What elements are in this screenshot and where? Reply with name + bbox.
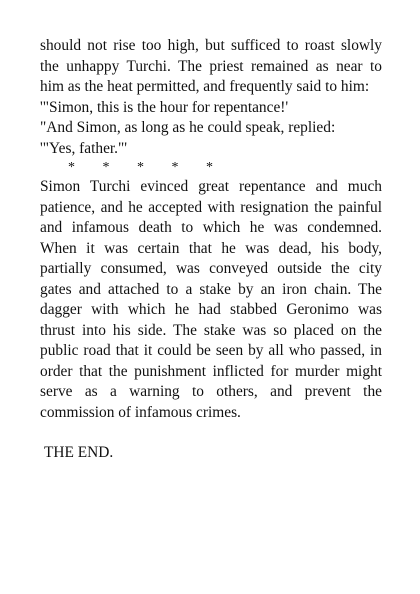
text-line: Simon Turchi evinced great repentance and much xyxy=(40,178,382,195)
text-line: patience, and he accepted with resignation the painful xyxy=(40,198,382,216)
star: * xyxy=(137,160,144,175)
text-line: public road that it could be seen by all who passed, in xyxy=(40,342,382,359)
text-line: the unhappy Turchi. The priest remained as near to xyxy=(40,57,382,75)
paragraph-2 xyxy=(40,177,382,423)
blank-line xyxy=(40,423,382,443)
the-end-heading: THE END. xyxy=(44,444,114,461)
star: * xyxy=(171,160,179,175)
dialogue-block xyxy=(40,98,382,160)
star: * xyxy=(206,160,213,175)
star: * xyxy=(102,160,110,175)
star: * xyxy=(68,160,75,175)
text-line: dagger with which he had stabbed Geronimo was xyxy=(40,301,382,318)
text-line: serve as a warning to others, and prevent the xyxy=(40,383,382,400)
text-line: and infamous death to which he was condemned. xyxy=(40,219,382,236)
text-line: thrust into his side. The stake was so placed on the xyxy=(40,321,382,339)
dialogue-line: '"Yes, father."' xyxy=(40,139,128,157)
dialogue-line: '"Simon, this is the hour for repentance!' xyxy=(40,98,289,116)
text-line: order that the punishment inflicted for murder might xyxy=(40,362,382,380)
text-line: commission of infamous crimes. xyxy=(40,403,241,421)
paragraph-1 xyxy=(40,36,382,98)
text-line: should not rise too high, but sufficed to roast slowly xyxy=(40,37,382,54)
text-line: partially consumed, was conveyed outside the city xyxy=(40,260,382,277)
dialogue-line: "And Simon, as long as he could speak, replied: xyxy=(40,119,336,136)
text-line: gates and attached to a stake by an iron chain. The xyxy=(40,280,382,298)
text-line: When it was certain that he was dead, his body, xyxy=(40,239,382,257)
page-text xyxy=(40,36,382,463)
section-break-stars xyxy=(40,159,382,177)
text-line: him as the heat permitted, and frequently said to him: xyxy=(40,78,370,95)
